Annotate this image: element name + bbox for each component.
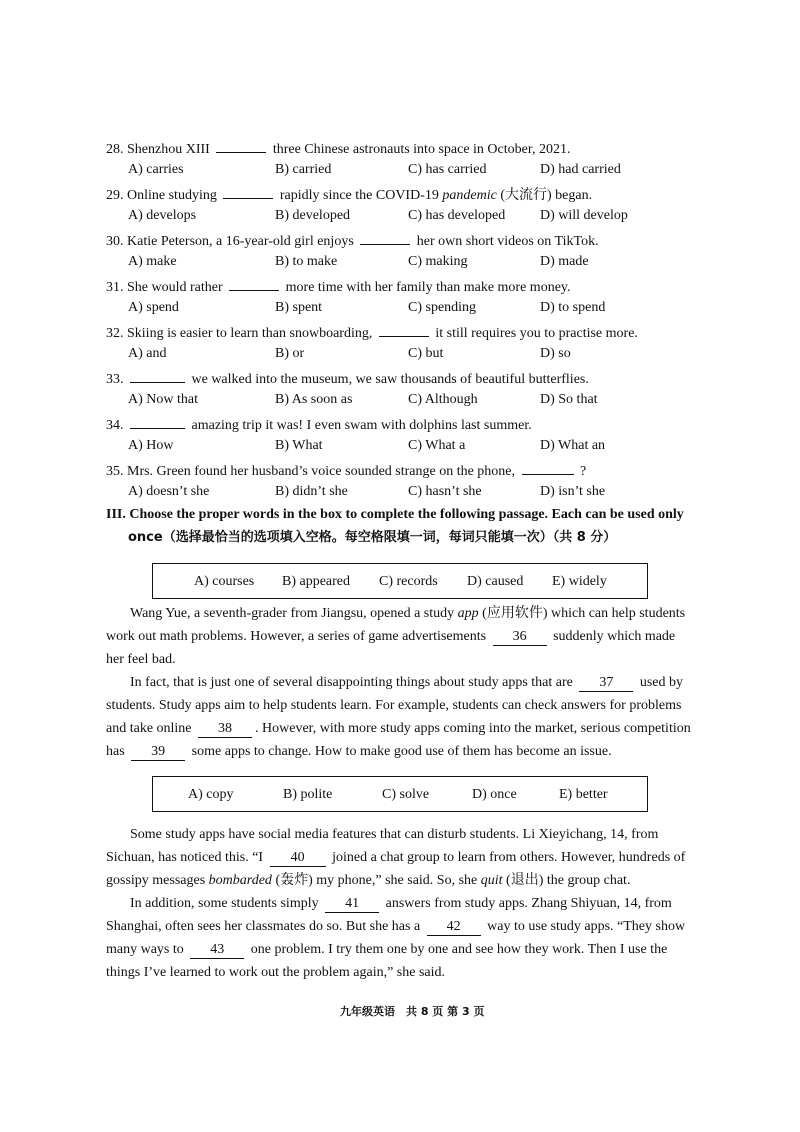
passage-text: Sichuan, has noticed this. “I — [106, 850, 264, 865]
question-stem: 32. Skiing is easier to learn than snowboarding, — [106, 326, 373, 341]
passage-line — [106, 918, 685, 936]
option-a: A) and — [128, 346, 167, 361]
passage-text: In fact, that is just one of several disappointing things about study apps that are — [130, 675, 573, 690]
option-d: D) made — [540, 254, 589, 269]
italic-word: pandemic — [442, 188, 497, 203]
question-32 — [106, 322, 638, 343]
answer-blank — [229, 276, 279, 291]
question-stem: 31. She would rather — [106, 280, 223, 295]
question-28 — [106, 138, 570, 159]
option-a: A) spend — [128, 300, 179, 315]
option-d: D) So that — [540, 392, 598, 407]
passage-text: (退出) the group chat. — [506, 873, 631, 888]
box-word: B) polite — [283, 787, 333, 802]
passage-text: answers from study apps. Zhang Shiyuan, 14, from — [385, 896, 672, 911]
question-stem: (大流行) began. — [500, 188, 593, 203]
option-a: A) make — [128, 254, 177, 269]
option-b: B) developed — [275, 208, 351, 223]
passage-text: way to use study apps. “They show — [487, 919, 686, 934]
answer-blank — [216, 138, 266, 153]
option-a: A) develops — [128, 208, 197, 223]
question-34 — [106, 414, 532, 435]
option-a: A) How — [128, 438, 174, 453]
option-c: C) has developed — [408, 208, 506, 223]
question-stem: we walked into the museum, we saw thousands of beautiful butterflies. — [191, 372, 589, 387]
question-stem: amazing trip it was! I even swam with dolphins last summer. — [191, 418, 532, 433]
question-stem: rapidly since the COVID-19 — [279, 188, 439, 203]
passage-text: many ways to — [106, 942, 184, 957]
question-stem: it still requires you to practise more. — [435, 326, 638, 341]
box-word: A) copy — [188, 787, 234, 802]
box-word: E) better — [559, 787, 608, 802]
answer-blank — [130, 414, 185, 429]
box-word: A) courses — [194, 574, 255, 589]
box-word: C) records — [379, 574, 438, 589]
box-word: D) caused — [467, 574, 524, 589]
option-d: D) isn’t she — [540, 484, 606, 499]
question-stem: three Chinese astronauts into space in October, 2021. — [272, 142, 571, 157]
option-a: A) doesn’t she — [128, 484, 210, 499]
question-stem: 33. — [106, 372, 124, 387]
passage-text: Shanghai, often sees her classmates do so. But she has a — [106, 919, 421, 934]
passage-text: and take online — [106, 721, 192, 736]
passage-line — [106, 628, 675, 646]
option-d: D) so — [540, 346, 571, 361]
passage-text: In addition, some students simply — [130, 896, 319, 911]
passage-text: Wang Yue, a seventh-grader from Jiangsu, opened a study — [130, 606, 455, 621]
blank-39: 39 — [131, 744, 185, 761]
blank-43: 43 — [190, 942, 244, 959]
option-c: C) has carried — [408, 162, 487, 177]
box-word: C) solve — [382, 787, 430, 802]
blank-41: 41 — [325, 896, 379, 913]
section-heading: III. Choose the proper words in the box to complete the following passage. Each can be used only — [106, 507, 684, 522]
blank-42: 42 — [427, 919, 481, 936]
passage-line — [130, 605, 685, 623]
option-a: A) carries — [128, 162, 184, 177]
question-30 — [106, 230, 599, 251]
box-word: D) once — [472, 787, 517, 802]
question-stem: ? — [580, 464, 587, 479]
passage-text: suddenly which made — [553, 629, 676, 644]
passage-line: things I’ve learned to work out the problem again,” she said. — [106, 965, 446, 980]
italic-word: quit — [480, 873, 503, 888]
passage-text: joined a chat group to learn from others. However, hundreds of — [332, 850, 686, 865]
passage-text: work out math problems. However, a series of game advertisements — [106, 629, 487, 644]
option-b: B) didn’t she — [275, 484, 348, 499]
blank-36: 36 — [493, 629, 547, 646]
option-a: A) Now that — [128, 392, 198, 407]
passage-text: gossipy messages — [106, 873, 206, 888]
question-stem: 29. Online studying — [106, 188, 217, 203]
passage-line — [106, 720, 691, 738]
option-c: C) but — [408, 346, 444, 361]
question-31 — [106, 276, 571, 297]
answer-blank — [223, 184, 273, 199]
option-b: B) carried — [275, 162, 332, 177]
passage-line — [130, 895, 672, 913]
question-stem: 34. — [106, 418, 124, 433]
question-stem: her own short videos on TikTok. — [416, 234, 599, 249]
passage-text: (轰炸) my phone,” she said. So, she — [275, 873, 478, 888]
passage-line — [130, 674, 683, 692]
page-footer: 九年级英语 共 8 页 第 3 页 — [340, 1005, 485, 1018]
question-stem: more time with her family than make more money. — [285, 280, 571, 295]
option-d: D) will develop — [540, 208, 628, 223]
passage-line: Some study apps have social media features that can disturb students. Li Xieyichang, 14, from — [130, 827, 659, 842]
question-stem: 35. Mrs. Green found her husband’s voice sounded strange on the phone, — [106, 464, 516, 479]
italic-word: bombarded — [208, 873, 272, 888]
answer-blank — [522, 460, 574, 475]
passage-text: (应用软件) which can help students — [482, 606, 686, 621]
passage-line — [106, 849, 685, 867]
blank-38: 38 — [198, 721, 252, 738]
question-stem: 28. Shenzhou XIII — [106, 142, 210, 157]
question-29 — [106, 184, 592, 205]
option-d: D) to spend — [540, 300, 606, 315]
answer-blank — [379, 322, 429, 337]
option-b: B) What — [275, 438, 323, 453]
answer-blank — [360, 230, 410, 245]
option-c: C) making — [408, 254, 468, 269]
option-b: B) to make — [275, 254, 338, 269]
question-33 — [106, 368, 589, 389]
option-d: D) What an — [540, 438, 606, 453]
box-word: B) appeared — [282, 574, 351, 589]
passage-line: students. Study apps aim to help students learn. For example, students can check answers for problems — [106, 698, 682, 713]
passage-text: some apps to change. How to make good use of them has become an issue. — [191, 744, 612, 759]
option-b: B) spent — [275, 300, 323, 315]
passage-line — [106, 872, 630, 890]
question-stem: 30. Katie Peterson, a 16-year-old girl enjoys — [106, 234, 354, 249]
answer-blank — [130, 368, 185, 383]
option-c: C) spending — [408, 300, 477, 315]
option-d: D) had carried — [540, 162, 621, 177]
option-c: C) Although — [408, 392, 478, 407]
italic-word: app — [457, 606, 479, 621]
option-b: B) As soon as — [275, 392, 353, 407]
passage-text: one problem. I try them one by one and see how they work. Then I use the — [250, 942, 668, 957]
option-c: C) hasn’t she — [408, 484, 482, 499]
box-word: E) widely — [552, 574, 607, 589]
passage-line: her feel bad. — [106, 652, 176, 667]
question-35 — [106, 460, 586, 481]
section-heading-line2: once（选择最恰当的选项填入空格。每空格限填一词，每词只能填一次）（共 8 分） — [128, 530, 617, 545]
passage-text: . However, with more study apps coming into the market, serious competition — [255, 721, 691, 736]
blank-37: 37 — [579, 675, 633, 692]
option-b: B) or — [275, 346, 305, 361]
option-c: C) What a — [408, 438, 466, 453]
passage-line — [106, 743, 612, 761]
passage-text: has — [106, 744, 125, 759]
blank-40: 40 — [270, 850, 326, 867]
passage-line — [106, 941, 667, 959]
passage-text: used by — [639, 675, 684, 690]
